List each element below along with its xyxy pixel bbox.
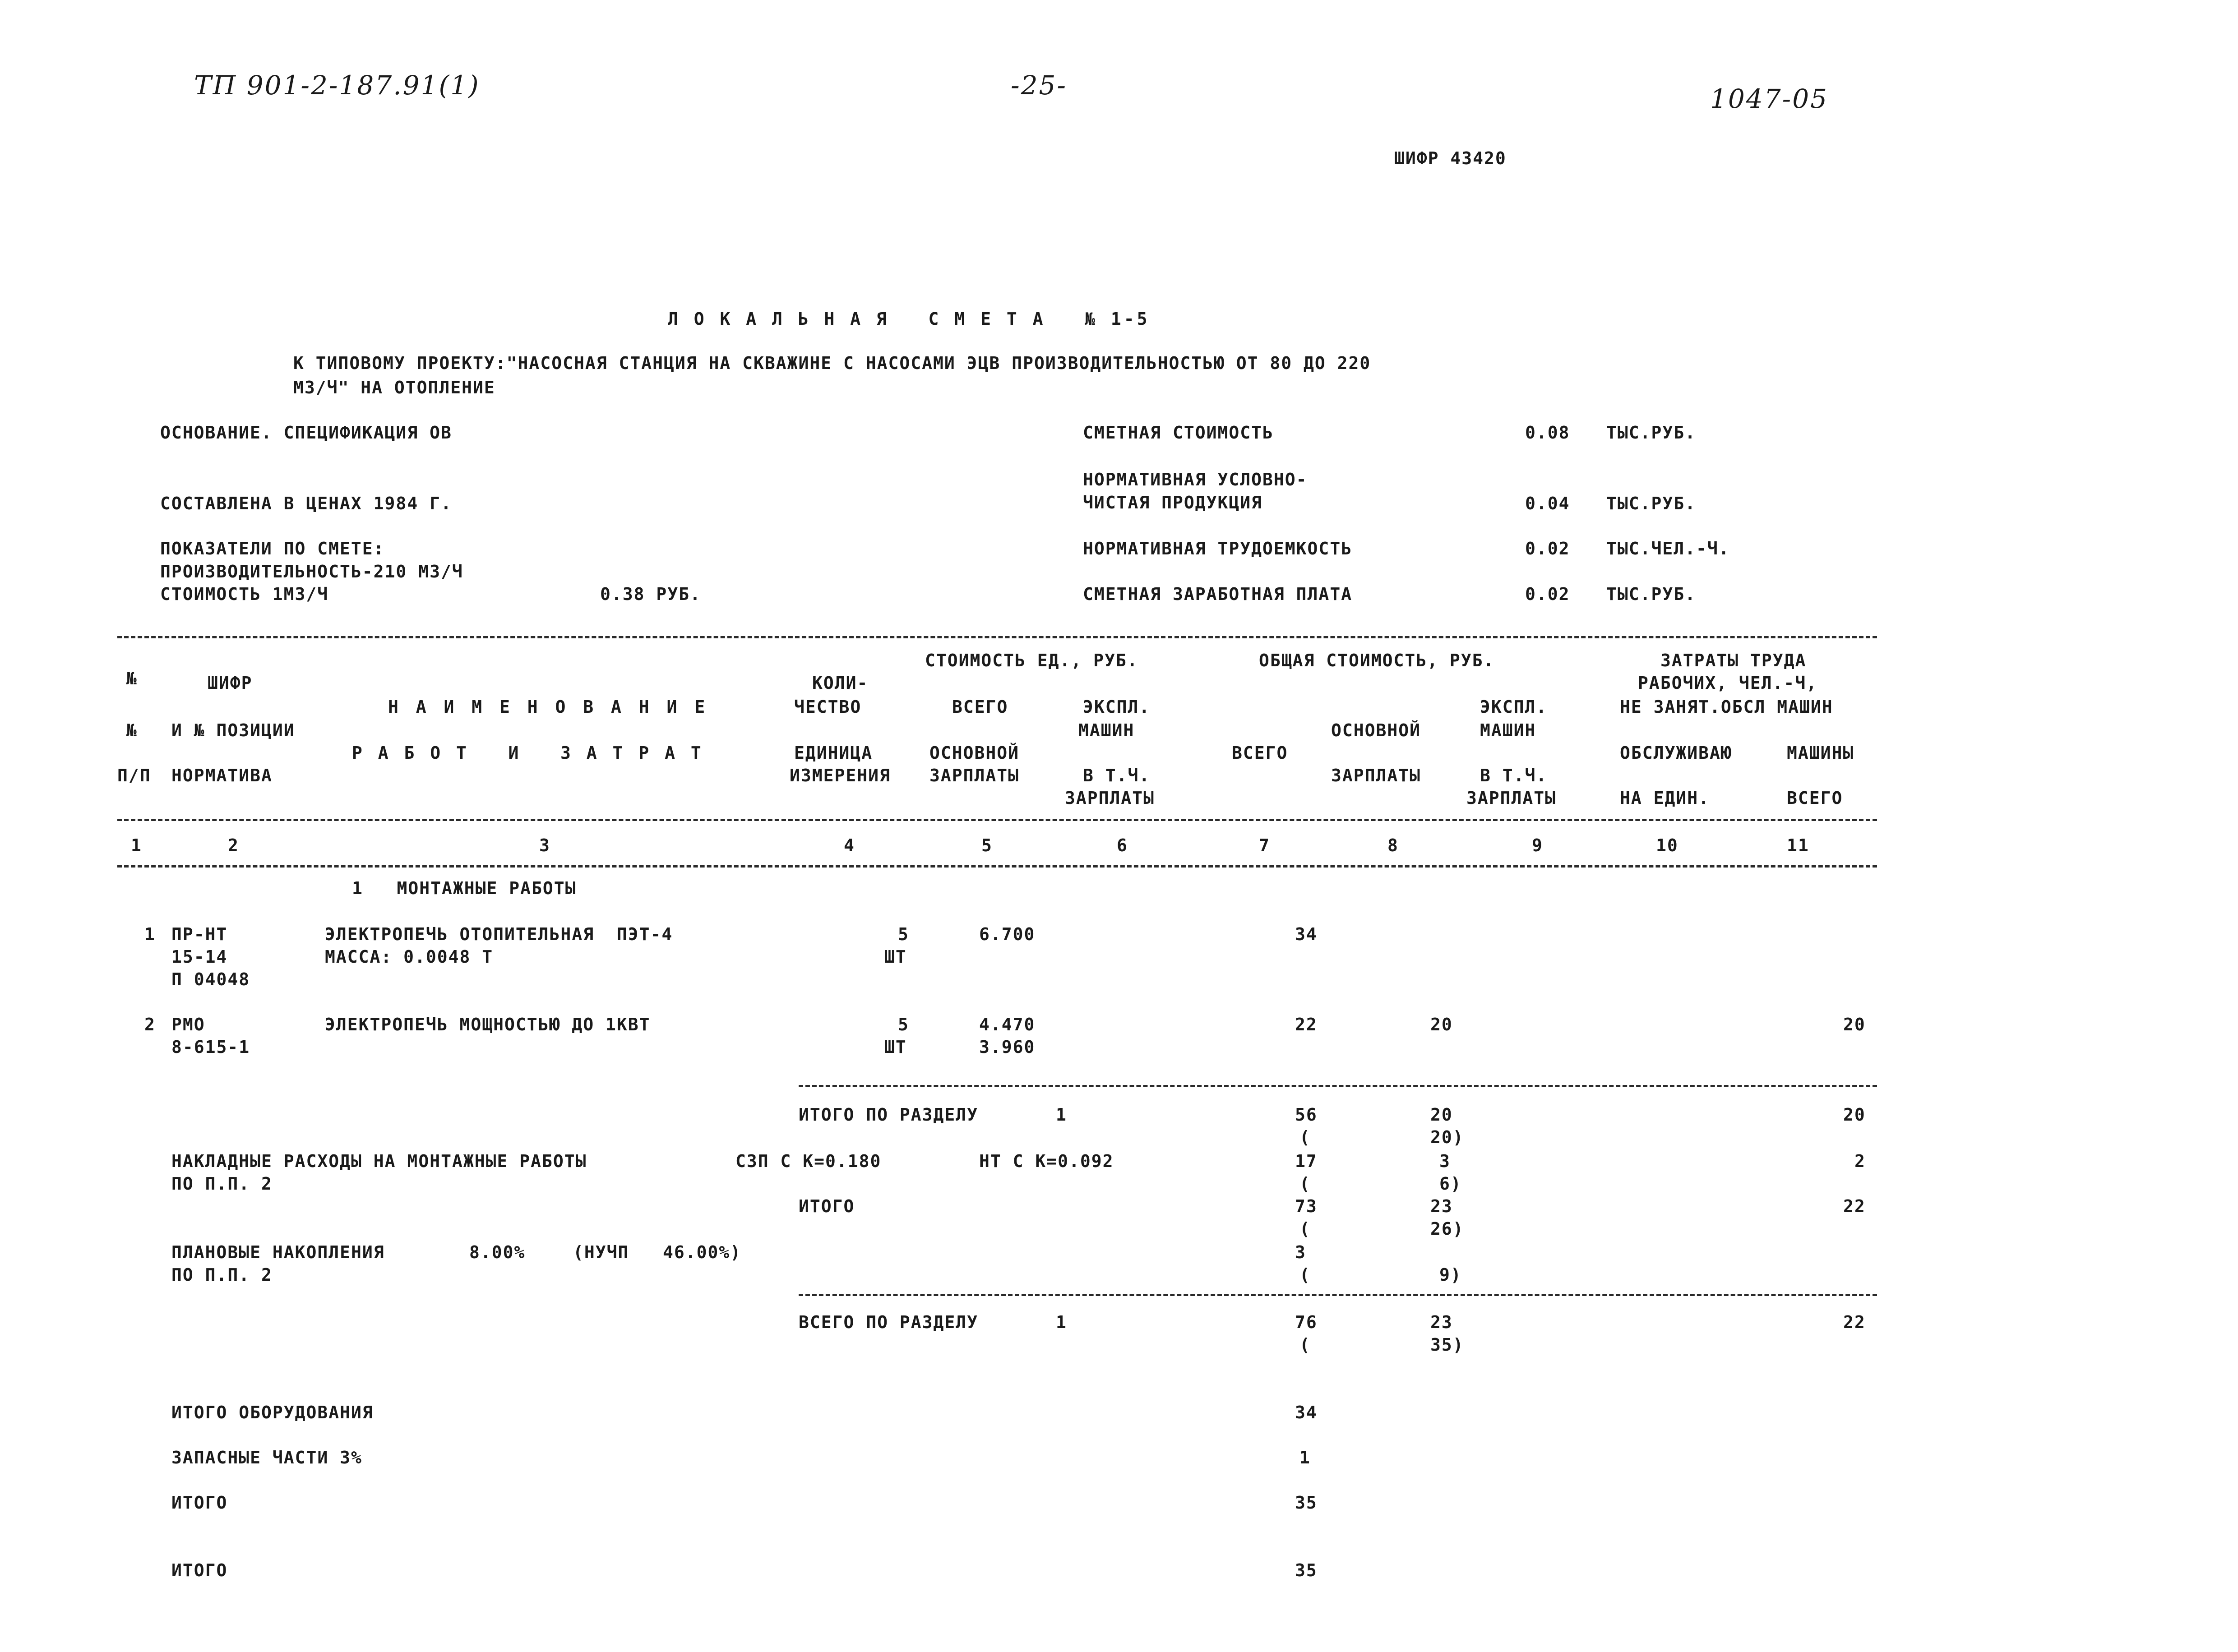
indicators-label: ПОКАЗАТЕЛИ ПО СМЕТЕ: bbox=[160, 539, 385, 558]
estimate-cost-value: 0.08 bbox=[1525, 423, 1570, 443]
basis: ОСНОВАНИЕ. СПЕЦИФИКАЦИЯ ОВ bbox=[160, 423, 452, 443]
labor-intensity-label: НОРМАТИВНАЯ ТРУДОЕМКОСТЬ bbox=[1083, 539, 1353, 558]
row2-labor-total: 20 bbox=[1843, 1015, 1866, 1034]
vsego-razdel-wage: 23 bbox=[1430, 1312, 1453, 1332]
overhead-total: 17 bbox=[1295, 1151, 1318, 1171]
row2-code-1: РМО bbox=[171, 1015, 205, 1034]
row1-code-2: 15-14 bbox=[171, 947, 228, 967]
labor-intensity-unit: ТЫС.ЧЕЛ.-Ч. bbox=[1606, 539, 1730, 558]
summary-rule-1 bbox=[799, 1085, 1877, 1087]
estimate-cost-unit: ТЫС.РУБ. bbox=[1606, 423, 1697, 443]
page-number: -25- bbox=[1011, 70, 1067, 101]
itogo-razdel-labor: 20 bbox=[1843, 1105, 1866, 1125]
hdr-col5-2: ОСНОВНОЙ bbox=[929, 743, 1020, 763]
hdr-col9-4: ЗАРПЛАТЫ bbox=[1466, 788, 1557, 808]
row2-qty: 5 bbox=[898, 1015, 909, 1034]
hdr-col7: ВСЕГО bbox=[1232, 743, 1288, 763]
overhead-wage-2: 6) bbox=[1439, 1174, 1462, 1194]
section-title: 1 МОНТАЖНЫЕ РАБОТЫ bbox=[352, 878, 577, 898]
col-number-1: 1 bbox=[131, 835, 142, 855]
row1-num: 1 bbox=[144, 924, 156, 944]
col-number-5: 5 bbox=[981, 835, 993, 855]
doc-code: 1047-05 bbox=[1710, 83, 1829, 114]
overhead-label: НАКЛАДНЫЕ РАСХОДЫ НА МОНТАЖНЫЕ РАБОТЫ bbox=[171, 1151, 587, 1171]
row2-num: 2 bbox=[144, 1015, 156, 1034]
vsego-razdel-labor: 22 bbox=[1843, 1312, 1866, 1332]
plan-paren: ( bbox=[1299, 1265, 1311, 1285]
footer-equipment-value: 34 bbox=[1295, 1403, 1318, 1422]
hdr-col6-2: МАШИН bbox=[1078, 720, 1135, 740]
net-product-unit: ТЫС.РУБ. bbox=[1606, 494, 1697, 513]
hdr-num-3: П/П bbox=[117, 766, 151, 785]
hdr-code-1: ШИФР bbox=[208, 673, 253, 693]
plan-label: ПЛАНОВЫЕ НАКОПЛЕНИЯ bbox=[171, 1242, 385, 1262]
hdr-col10-1: ОБСЛУЖИВАЮ bbox=[1620, 743, 1732, 763]
row2-wage: 20 bbox=[1430, 1015, 1453, 1034]
vsego-razdel-label: ВСЕГО ПО РАЗДЕЛУ bbox=[799, 1312, 979, 1332]
row1-name-1: ЭЛЕКТРОПЕЧЬ ОТОПИТЕЛЬНАЯ ПЭТ-4 bbox=[325, 924, 673, 944]
hdr-col5-1: ВСЕГО bbox=[952, 697, 1008, 717]
plan-nuchp: (НУЧП 46.00%) bbox=[573, 1242, 742, 1262]
hdr-code-3: НОРМАТИВА bbox=[171, 766, 273, 785]
hdr-total-cost-group: ОБЩАЯ СТОИМОСТЬ, РУБ. bbox=[1259, 651, 1495, 670]
hdr-code-2: И № ПОЗИЦИИ bbox=[171, 720, 295, 740]
itogo-razdel-wage-2: 20) bbox=[1430, 1127, 1464, 1147]
net-product-label-2: ЧИСТАЯ ПРОДУКЦИЯ bbox=[1083, 493, 1263, 512]
itogo-labor: 22 bbox=[1843, 1196, 1866, 1216]
footer-itogo2-value: 35 bbox=[1295, 1560, 1318, 1580]
hdr-col9-2: МАШИН bbox=[1480, 720, 1536, 740]
subtitle-line-1: К ТИПОВОМУ ПРОЕКТУ:"НАСОСНАЯ СТАНЦИЯ НА СКВАЖИНЕ С НАСОСАМИ ЭЦВ ПРОИЗВОДИТЕЛЬНОСТЬЮ ОТ 80 ДО 220 bbox=[293, 353, 1371, 373]
overhead-coef-1: СЗП С К=0.180 bbox=[735, 1151, 882, 1171]
subtitle-line-2: М3/Ч" НА ОТОПЛЕНИЕ bbox=[293, 378, 495, 397]
footer-spare-label: ЗАПАСНЫЕ ЧАСТИ 3% bbox=[171, 1448, 362, 1467]
itogo-total: 73 bbox=[1295, 1196, 1318, 1216]
hdr-col8-2: ЗАРПЛАТЫ bbox=[1331, 766, 1421, 785]
hdr-labor-group-1: ЗАТРАТЫ ТРУДА bbox=[1660, 651, 1807, 670]
header-rule-mid bbox=[117, 819, 1877, 821]
itogo-wage-2: 26) bbox=[1430, 1219, 1464, 1239]
document-title: Л О К А Л Ь Н А Я С М Е Т А № 1-5 bbox=[668, 309, 1150, 329]
col-number-10: 10 bbox=[1656, 835, 1678, 855]
row2-name-1: ЭЛЕКТРОПЕЧЬ МОЩНОСТЬЮ ДО 1КВТ bbox=[325, 1015, 651, 1034]
hdr-col5-3: ЗАРПЛАТЫ bbox=[929, 766, 1020, 785]
col-number-11: 11 bbox=[1787, 835, 1809, 855]
footer-spare-value: 1 bbox=[1299, 1448, 1311, 1467]
hdr-qty-4: ИЗМЕРЕНИЯ bbox=[790, 766, 891, 785]
hdr-col6-4: ЗАРПЛАТЫ bbox=[1065, 788, 1155, 808]
header-rule-bottom bbox=[117, 865, 1877, 868]
itogo-razdel-total: 56 bbox=[1295, 1105, 1318, 1125]
row1-code-3: П 04048 bbox=[171, 969, 250, 989]
col-number-8: 8 bbox=[1387, 835, 1399, 855]
project-code: ТП 901-2-187.91(1) bbox=[194, 70, 480, 101]
estimate-cost-label: СМЕТНАЯ СТОИМОСТЬ bbox=[1083, 423, 1274, 443]
plan-ref: ПО П.П. 2 bbox=[171, 1265, 273, 1285]
footer-itogo-label: ИТОГО bbox=[171, 1493, 228, 1513]
row1-unit-total: 6.700 bbox=[979, 924, 1036, 944]
row1-unit: ШТ bbox=[884, 947, 907, 967]
hdr-col9-1: ЭКСПЛ. bbox=[1480, 697, 1548, 717]
hdr-unit-cost-group: СТОИМОСТЬ ЕД., РУБ. bbox=[925, 651, 1138, 670]
hdr-qty-1: КОЛИ- bbox=[812, 673, 869, 693]
hdr-col11-2: ВСЕГО bbox=[1787, 788, 1843, 808]
col-number-2: 2 bbox=[228, 835, 239, 855]
hdr-labor-group-2: РАБОЧИХ, ЧЕЛ.-Ч, bbox=[1638, 673, 1818, 693]
hdr-labor-group-3: НЕ ЗАНЯТ.ОБСЛ МАШИН bbox=[1620, 697, 1833, 717]
col-number-3: 3 bbox=[539, 835, 550, 855]
itogo-label: ИТОГО bbox=[799, 1196, 855, 1216]
overhead-paren: ( bbox=[1299, 1174, 1311, 1194]
row2-unit-total: 4.470 bbox=[979, 1015, 1036, 1034]
overhead-coef-2: НТ С К=0.092 bbox=[979, 1151, 1114, 1171]
cipher: ШИФР 43420 bbox=[1394, 148, 1507, 168]
row2-unit: ШТ bbox=[884, 1037, 907, 1057]
col-number-6: 6 bbox=[1117, 835, 1128, 855]
hdr-name-2: Р А Б О Т И З А Т Р А Т bbox=[352, 743, 704, 763]
footer-itogo2-label: ИТОГО bbox=[171, 1560, 228, 1580]
cost-per-unit-label: СТОИМОСТЬ 1М3/Ч bbox=[160, 584, 329, 604]
row2-unit-wage: 3.960 bbox=[979, 1037, 1036, 1057]
row1-code-1: ПР-НТ bbox=[171, 924, 228, 944]
hdr-col6-1: ЭКСПЛ. bbox=[1083, 697, 1151, 717]
vsego-razdel-total: 76 bbox=[1295, 1312, 1318, 1332]
row1-qty: 5 bbox=[898, 924, 909, 944]
capacity: ПРОИЗВОДИТЕЛЬНОСТЬ-210 М3/Ч bbox=[160, 562, 463, 581]
footer-itogo-value: 35 bbox=[1295, 1493, 1318, 1513]
vsego-razdel-paren: ( bbox=[1299, 1335, 1311, 1355]
plan-wage-2: 9) bbox=[1439, 1265, 1462, 1285]
itogo-paren: ( bbox=[1299, 1219, 1311, 1239]
net-product-label: НОРМАТИВНАЯ УСЛОВНО- bbox=[1083, 470, 1308, 489]
col-number-7: 7 bbox=[1259, 835, 1270, 855]
header-rule-top bbox=[117, 636, 1877, 638]
wage-fund-value: 0.02 bbox=[1525, 584, 1570, 604]
itogo-razdel-wage: 20 bbox=[1430, 1105, 1453, 1125]
hdr-col6-3: В Т.Ч. bbox=[1083, 766, 1151, 785]
itogo-razdel-num: 1 bbox=[1056, 1105, 1067, 1125]
plan-total: 3 bbox=[1295, 1242, 1306, 1262]
row1-total: 34 bbox=[1295, 924, 1318, 944]
hdr-name-1: Н А И М Е Н О В А Н И Е bbox=[388, 697, 709, 717]
hdr-qty-3: ЕДИНИЦА bbox=[794, 743, 873, 763]
footer-equipment-label: ИТОГО ОБОРУДОВАНИЯ bbox=[171, 1403, 374, 1422]
overhead-labor: 2 bbox=[1854, 1151, 1866, 1171]
prices-year: СОСТАВЛЕНА В ЦЕНАХ 1984 Г. bbox=[160, 494, 452, 513]
hdr-col10-2: НА ЕДИН. bbox=[1620, 788, 1710, 808]
itogo-razdel-paren: ( bbox=[1299, 1127, 1311, 1147]
itogo-wage: 23 bbox=[1430, 1196, 1453, 1216]
plan-percent: 8.00% bbox=[469, 1242, 526, 1262]
row2-code-2: 8-615-1 bbox=[171, 1037, 250, 1057]
wage-fund-label: СМЕТНАЯ ЗАРАБОТНАЯ ПЛАТА bbox=[1083, 584, 1353, 604]
overhead-wage: 3 bbox=[1439, 1151, 1451, 1171]
vsego-razdel-num: 1 bbox=[1056, 1312, 1067, 1332]
vsego-razdel-wage-2: 35) bbox=[1430, 1335, 1464, 1355]
hdr-col11-1: МАШИНЫ bbox=[1787, 743, 1854, 763]
net-product-value: 0.04 bbox=[1525, 494, 1570, 513]
row2-total: 22 bbox=[1295, 1015, 1318, 1034]
row1-name-2: МАССА: 0.0048 Т bbox=[325, 947, 494, 967]
hdr-col9-3: В Т.Ч. bbox=[1480, 766, 1548, 785]
wage-fund-unit: ТЫС.РУБ. bbox=[1606, 584, 1697, 604]
cost-per-unit-value: 0.38 РУБ. bbox=[600, 584, 701, 604]
summary-rule-2 bbox=[799, 1294, 1877, 1296]
itogo-razdel-label: ИТОГО ПО РАЗДЕЛУ bbox=[799, 1105, 979, 1125]
hdr-num-1: № bbox=[126, 669, 138, 688]
hdr-qty-2: ЧЕСТВО bbox=[794, 697, 862, 717]
labor-intensity-value: 0.02 bbox=[1525, 539, 1570, 558]
col-number-9: 9 bbox=[1532, 835, 1543, 855]
hdr-col8-1: ОСНОВНОЙ bbox=[1331, 720, 1421, 740]
overhead-ref: ПО П.П. 2 bbox=[171, 1174, 273, 1194]
col-number-4: 4 bbox=[844, 835, 855, 855]
hdr-num-2: № bbox=[126, 720, 138, 740]
